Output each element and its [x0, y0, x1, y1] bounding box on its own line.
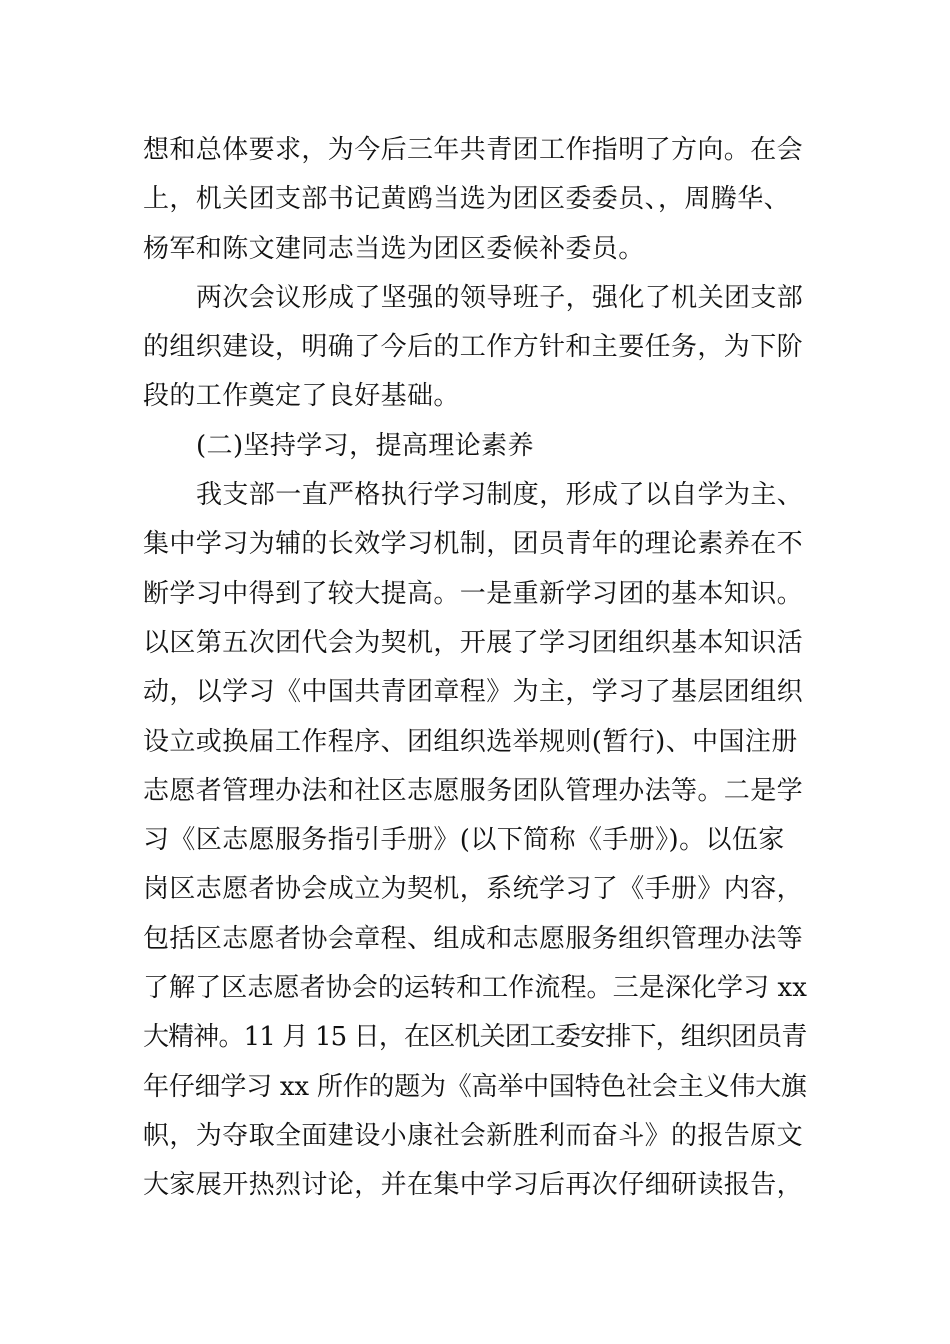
text-line: 年仔细学习 xx 所作的题为《高举中国特色社会主义伟大旗: [143, 1071, 807, 1102]
text-line: 我支部一直严格执行学习制度，形成了以自学为主、: [196, 480, 804, 511]
text-line: 习《区志愿服务指引手册》(以下简称《手册》)。以伍家: [143, 825, 785, 856]
text-line: 动，以学习《中国共青团章程》为主，学习了基层团组织: [143, 677, 804, 708]
text-line: 设立或换届工作程序、团组织选举规则(暂行)、中国注册: [143, 726, 798, 757]
text-line: 大家展开热烈讨论，并在集中学习后再次仔细研读报告，: [143, 1170, 804, 1201]
text-line: 段的工作奠定了良好基础。: [143, 381, 460, 412]
text-line: 以区第五次团代会为契机，开展了学习团组织基本知识活: [143, 627, 804, 658]
text-line: 断学习中得到了较大提高。一是重新学习团的基本知识。: [143, 578, 804, 609]
text-line: 上，机关团支部书记黄鸥当选为团区委委员、，周腾华、: [143, 184, 791, 215]
text-line: 集中学习为辅的长效学习机制，团员青年的理论素养在不: [143, 529, 804, 560]
document-body: [143, 126, 808, 1211]
text-line: 帜，为夺取全面建设小康社会新胜利而奋斗》的报告原文: [143, 1120, 804, 1151]
text-line: (二)坚持学习，提高理论素养: [196, 430, 534, 461]
text-line: 两次会议形成了坚强的领导班子，强化了机关团支部: [196, 282, 804, 313]
text-line: 想和总体要求，为今后三年共青团工作指明了方向。在会: [143, 135, 804, 165]
text-line: 杨军和陈文建同志当选为团区委候补委员。: [143, 233, 645, 264]
text-line: 大精神。11 月 15 日，在区机关团工委安排下，组织团员青: [143, 1022, 807, 1053]
text-line: 了解了区志愿者协会的运转和工作流程。三是深化学习 xx: [143, 973, 808, 1004]
text-line: 包括区志愿者协会章程、组成和志愿服务组织管理办法等: [143, 923, 804, 954]
text-line: 志愿者管理办法和社区志愿服务团队管理办法等。二是学: [143, 775, 804, 806]
text-line: 岗区志愿者协会成立为契机，系统学习了《手册》内容，: [143, 874, 804, 905]
text-line: 的组织建设，明确了今后的工作方针和主要任务，为下阶: [143, 332, 804, 363]
